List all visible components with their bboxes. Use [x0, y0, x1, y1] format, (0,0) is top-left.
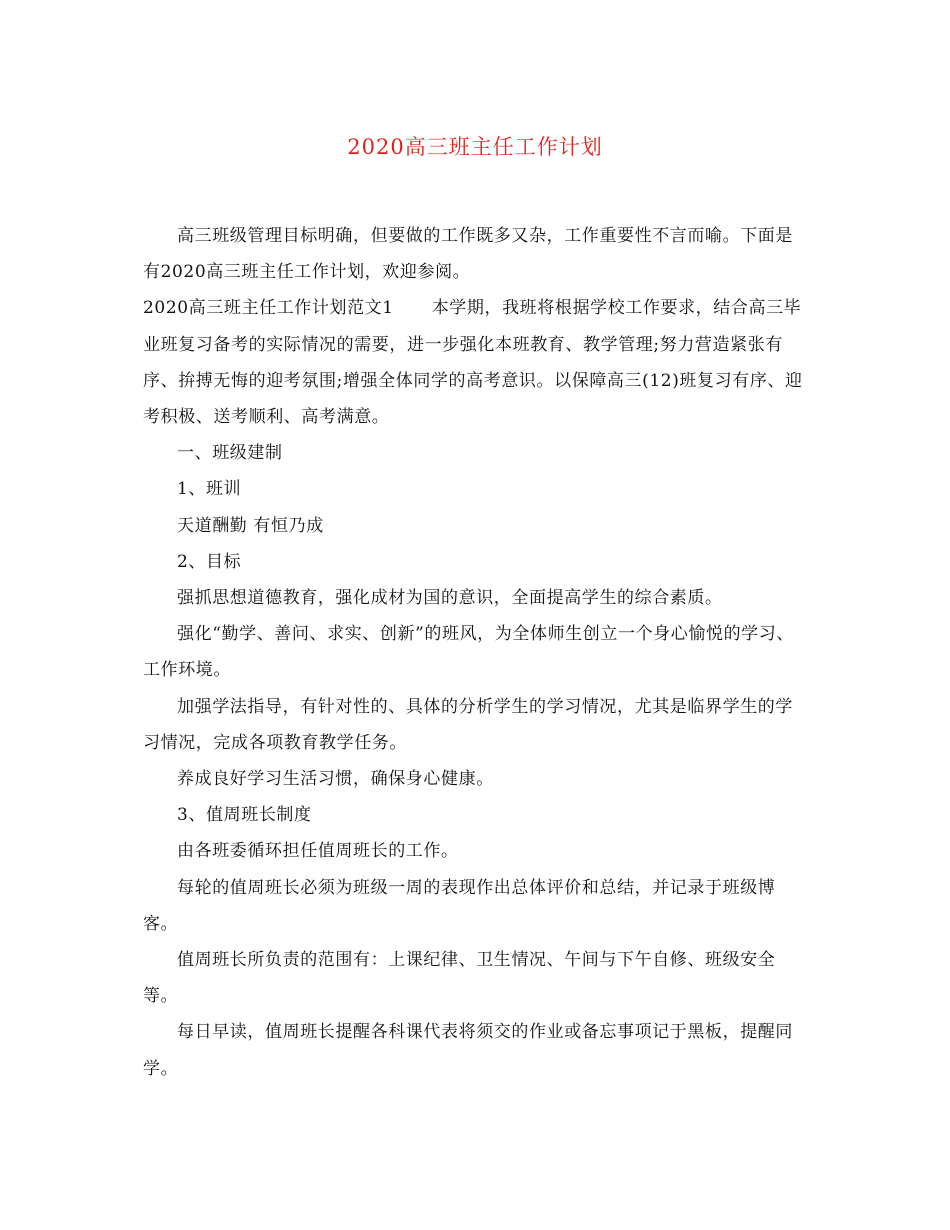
goal-paragraph: 强抓思想道德教育，强化成材为国的意识，全面提高学生的综合素质。: [177, 588, 723, 609]
goal-paragraph: 加强学法指导，有针对性的、具体的分析学生的学习情况，尤其是临界学生的学习情况，完成各项教育教学任务。: [143, 696, 793, 753]
sample-heading: 2020高三班主任工作计划范文1: [143, 298, 394, 319]
sample-paragraph: [143, 290, 808, 435]
goal-paragraph: 养成良好学习生活习惯，确保身心健康。: [177, 769, 494, 790]
duty-paragraph: 每日早读，值周班长提醒各科课代表将须交的作业或备忘事项记于黑板，提醒同学。: [143, 1022, 793, 1079]
document-title: 2020高三班主任工作计划: [347, 135, 603, 159]
sample-body-text: 本学期，我班将根据学校工作要求，结合高三毕业班复习备考的实际情况的需要，进一步强化本班教育、教学管理;努力营造紧张有序、拚搏无悔的迎考氛围;增强全体同学的高考意识。以保障高三(12)班复习有序、迎考积极、送考顺利、高考满意。: [143, 298, 803, 428]
goal-paragraph: 强化“勤学、善问、求实、创新”的班风，为全体师生创立一个身心愉悦的学习、工作环境。: [143, 624, 794, 681]
subheading-motto: 1、班训: [177, 479, 242, 500]
section-heading-class-structure: 一、班级建制: [177, 443, 283, 464]
duty-paragraph: 由各班委循环担任值周班长的工作。: [177, 841, 459, 862]
motto-text: 天道酬勤 有恒乃成: [177, 515, 324, 536]
duty-paragraph: 每轮的值周班长必须为班级一周的表现作出总体评价和总结，并记录于班级博客。: [143, 877, 776, 934]
intro-paragraph: 高三班级管理目标明确，但要做的工作既多又杂，工作重要性不言而喻。下面是有2020高三班主任工作计划，欢迎参阅。: [143, 226, 793, 283]
subheading-goals: 2、目标: [177, 551, 242, 572]
subheading-duty-monitor: 3、值周班长制度: [177, 805, 312, 826]
document-body: [143, 218, 808, 1087]
duty-paragraph: 值周班长所负责的范围有：上课纪律、卫生情况、午间与下午自修、班级安全等。: [143, 950, 776, 1007]
